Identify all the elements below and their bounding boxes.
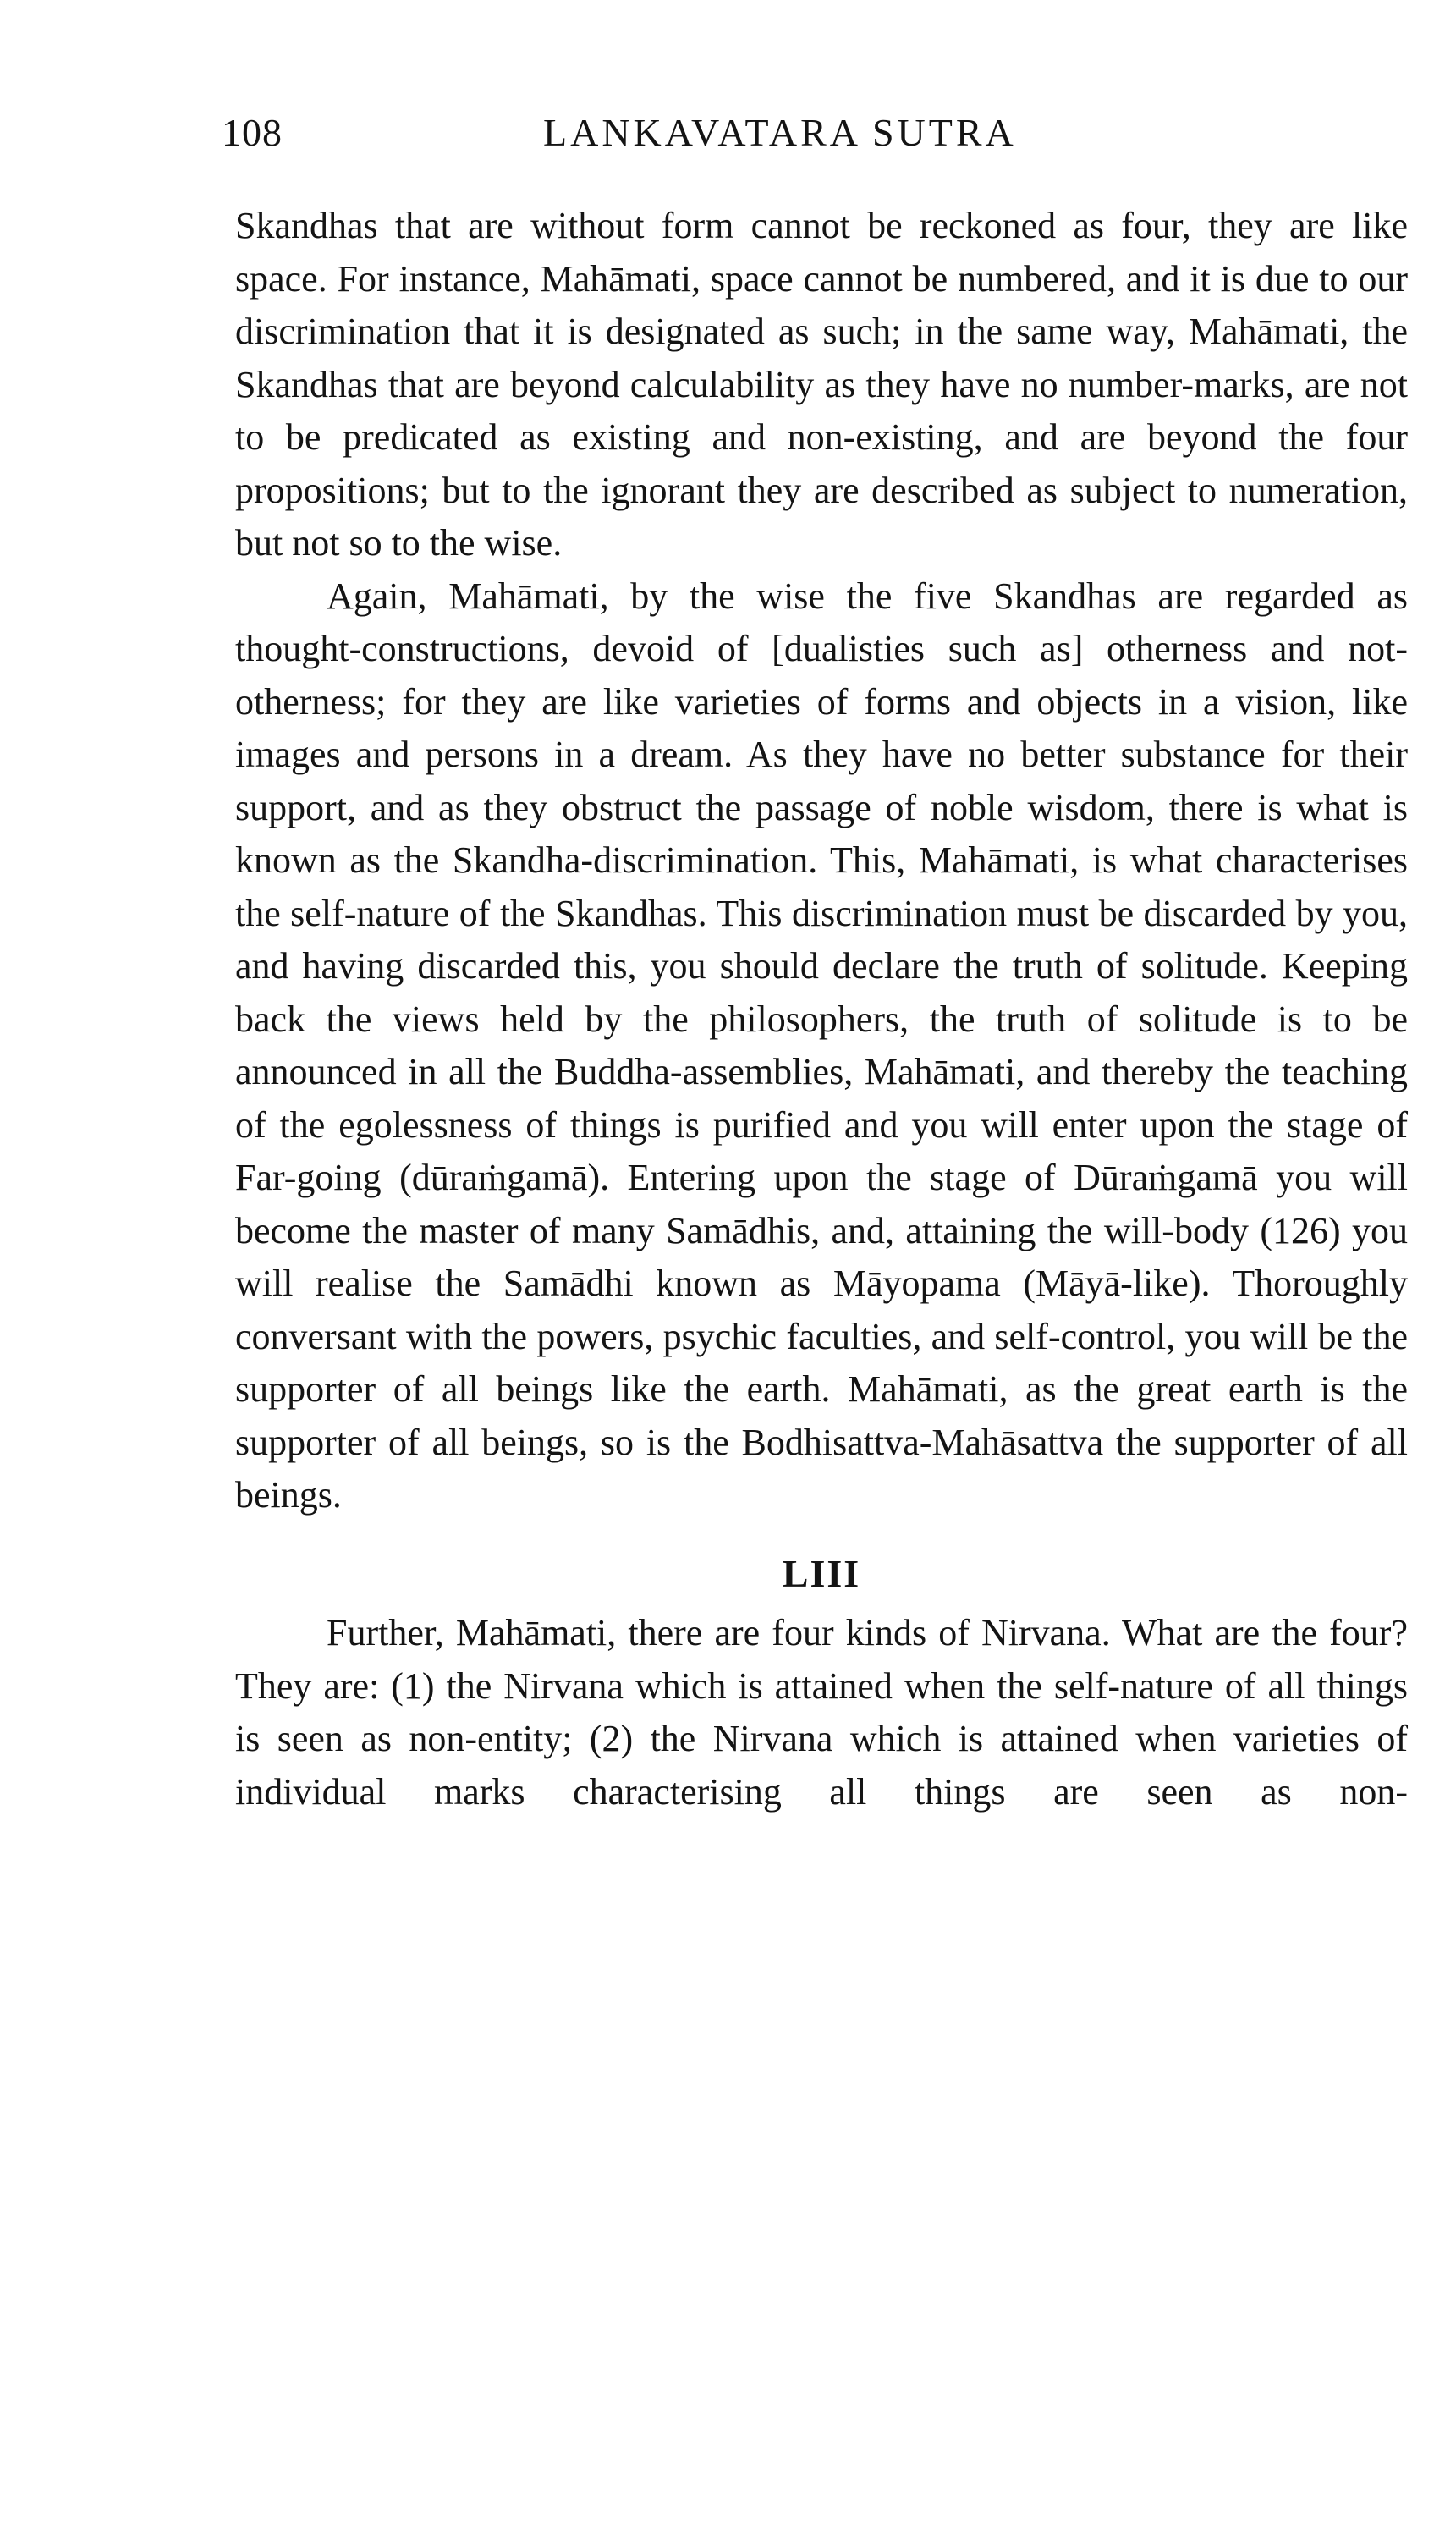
paragraph-1: Skandhas that are without form cannot be reckoned as four, they are like space. For instance, Mahāmati, space cannot be numbered, and it is due to our discrimination that it is designated as such; in the same way, Mahāmati, the Skandhas that are beyond calculability as they have no number-marks, are not to be predicated as existing and non-existing, and are beyond the four propositions; but to the ignorant they are described as subject to numeration, but not so to the wise.: [235, 205, 1408, 564]
running-title: LANKAVATARA SUTRA: [543, 111, 1017, 154]
section-heading: LIII: [782, 1551, 861, 1595]
paragraph-2: Again, Mahāmati, by the wise the five Skandhas are regarded as thought-constructions, devoid of [dualisties such as] otherness and not-otherness; for they are like varieties of forms and objects in a vision, like images and persons in a dream. As they have no better substance for their support, and as they obstruct the passage of noble wisdom, there is what is known as the Skandha-discrimination. This, Mahāmati, is what characterises the self-nature of the Skandhas. This discrimination must be discarded by you, and having discarded this, you should declare the truth of solitude. Keeping back the views held by the philosophers, the truth of solitude is to be announced in all the Buddha-assemblies, Mahāmati, and thereby the teaching of the egolessness of things is purified and you will enter upon the stage of Far-going (dūraṁgamā). Entering upon the stage of Dūraṁgamā you will become the master of many Samādhis, and, attaining the will-body (126) you will realise the Samādhi known as Māyopama (Māyā-like). Thoroughly conversant with the powers, psychic faculties, and self-control, you will be the supporter of all beings like the earth. Mahāmati, as the great earth is the supporter of all beings, so is the Bodhisattva-Mahāsattva the supporter of all beings.: [235, 575, 1408, 1516]
page-number: 108: [222, 111, 283, 154]
paragraph-3: Further, Mahāmati, there are four kinds of Nirvana. What are the four? They are: (1) the Nirvana which is attained when the self-nature of all things is seen as non-entity; (2) the Nirvana which is attained when varieties of individual marks characterising all things are seen as non-: [235, 1612, 1408, 1813]
running-head: [222, 110, 1398, 161]
body-text: [235, 200, 1408, 1818]
